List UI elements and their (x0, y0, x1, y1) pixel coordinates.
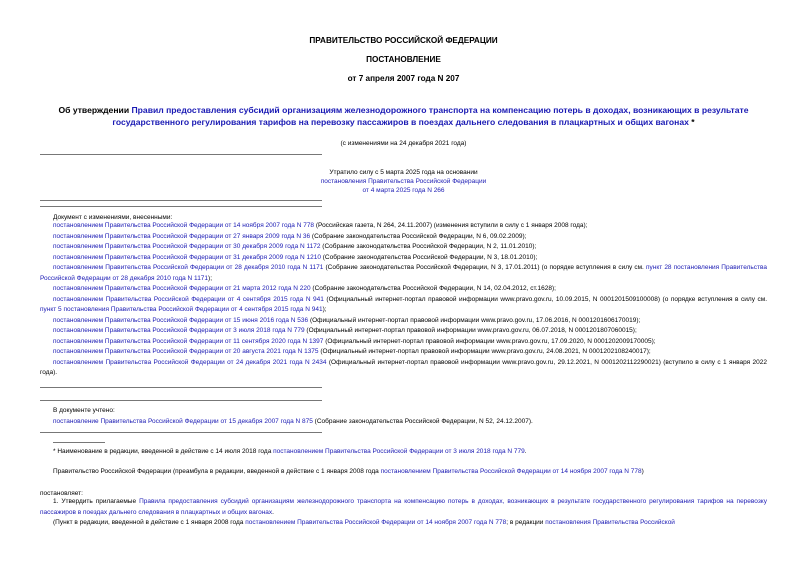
title-suffix: * (688, 117, 695, 127)
amendment-link[interactable]: постановлением Правительства Российской Федерации от 27 января 2009 года N 36 (53, 232, 311, 240)
separator (40, 154, 322, 155)
footnote (53, 447, 527, 456)
amendment-source: (Официальный интернет-портал правовой информации www.pravo.gov.ru, 10.09.2015, N 0001201509100008) (о порядке вступления в силу см. (323, 295, 768, 303)
considered-heading: В документе учтено: (53, 407, 115, 414)
title-prefix: Об утверждении (58, 105, 132, 115)
amendment-link[interactable]: постановлением Правительства Российской Федерации от 11 сентября 2020 года N 1397 (53, 337, 324, 345)
amendment-source: (Собрание законодательства Российской Федерации, N 6, 09.02.2009); (310, 232, 527, 240)
changes-note: (с изменениями на 24 декабря 2021 года) (340, 140, 467, 147)
amendment-item (40, 295, 767, 316)
amendment-end: ); (208, 274, 213, 282)
item-1-note-text: (Пункт в редакции, введенной в действие с 1 января 2008 года (53, 519, 246, 526)
amendment-link[interactable]: постановлением Правительства Российской Федерации от 31 декабря 2009 года N 1210 (53, 253, 321, 261)
amendment-item (40, 253, 767, 264)
amendment-source: (Собрание законодательства Российской Федерации, N 2, 11.01.2010); (320, 243, 537, 250)
separator (40, 400, 322, 401)
amendment-entry-link[interactable]: пункт 5 постановления Правительства Российской Федерации от 4 сентября 2015 года N 941 (40, 306, 323, 313)
amendment-item (40, 242, 767, 253)
amendment-item (40, 263, 767, 284)
amendment-source: (Официальный интернет-портал правовой информации www.pravo.gov.ru, 06.07.2018, N 0001201807060015); (304, 327, 637, 334)
expired-text: Утратило силу с 5 марта 2025 года на основании (329, 169, 478, 176)
amendment-source: (Собрание законодательства Российской Федерации, N 3, 18.01.2010); (320, 253, 538, 261)
item-1-note-link[interactable]: постановлением Правительства Российской Федерации от 14 ноября 2007 года N 778 (245, 519, 507, 526)
amendment-end: ); (322, 306, 327, 313)
date-number-heading: от 7 апреля 2007 года N 207 (347, 74, 460, 83)
amendment-link[interactable]: постановлением Правительства Российской Федерации от 24 декабря 2021 года N 2434 (53, 358, 327, 366)
document-type-heading: ПОСТАНОВЛЕНИЕ (366, 55, 441, 64)
amendment-link[interactable]: постановлением Правительства Российской Федерации от 3 июля 2018 года N 779 (53, 327, 305, 334)
footnote-link[interactable]: постановлением Правительства Российской Федерации от 3 июля 2018 года N 779 (273, 448, 525, 455)
document-title (30, 104, 777, 128)
footnote-end: . (524, 448, 527, 455)
considered-link[interactable]: постановление Правительства Российской Федерации от 15 декабря 2007 года N 875 (53, 418, 313, 425)
amendments-heading: Документ с изменениями, внесенными: (53, 214, 173, 221)
footnote-separator (53, 442, 105, 443)
considered-item (53, 417, 533, 426)
separator (40, 387, 322, 388)
amendment-item (40, 326, 767, 337)
item-1-note-mid: ; в редакции (506, 519, 546, 526)
considered-source: (Собрание законодательства Российской Федерации, N 52, 24.12.2007). (312, 418, 533, 425)
preamble-end: ) (641, 468, 644, 475)
amendments-list (40, 221, 767, 379)
amendment-source: (Собрание законодательства Российской Федерации, N 14, 02.04.2012, ст.1628); (310, 285, 556, 292)
amendment-item (40, 347, 767, 358)
government-heading: ПРАВИТЕЛЬСТВО РОССИЙСКОЙ ФЕДЕРАЦИИ (309, 36, 498, 45)
item-1-note-link-2[interactable]: постановления Правительства Российской (545, 519, 675, 526)
amendment-item (40, 337, 767, 348)
amendment-item (40, 316, 767, 327)
amendment-source: (Официальный интернет-портал правовой информации www.pravo.gov.ru, 29.12.2021, N 0001202112290021) (вступило в силу с 1 января 2022 года). (40, 358, 767, 376)
item-1-end: . (272, 508, 274, 516)
amendment-entry-link[interactable]: пункт 28 постановления Правительства Российской Федерации от 28 декабря 2010 года N 1171 (40, 264, 767, 282)
preamble-text: Правительство Российской Федерации (преамбула в редакции, введенной в действие с 1 января 2008 года (53, 468, 381, 475)
amendment-link[interactable]: постановлением Правительства Российской Федерации от 20 августа 2021 года N 1375 (53, 348, 319, 355)
amendment-link[interactable]: постановлением Правительства Российской Федерации от 4 сентября 2015 года N 941 (53, 295, 324, 303)
expired-link-1[interactable]: постановления Правительства Российской Федерации (320, 178, 487, 185)
amendment-link[interactable]: постановлением Правительства Российской Федерации от 28 декабря 2010 года N 1171 (53, 264, 324, 271)
separator (40, 432, 322, 433)
item-1-rules-link[interactable]: Правила предоставления субсидий организациям железнодорожного транспорта на компенсацию потерь в доходах, возникающих в результате государственного регулирования тарифов на перевозку пассажиров в поездах дальнего следования в плацкартных и общих вагонах (40, 498, 767, 516)
amendment-link[interactable]: постановлением Правительства Российской Федерации от 15 июня 2016 года N 536 (53, 316, 309, 324)
amendment-source: (Собрание законодательства Российской Федерации, N 3, 17.01.2011) (о порядке вступления в силу см. (323, 264, 646, 271)
item-1 (40, 497, 767, 518)
preamble-link[interactable]: постановлением Правительства Российской Федерации от 14 ноября 2007 года N 778 (380, 468, 642, 475)
item-1-text: 1. Утвердить прилагаемые (53, 498, 140, 505)
amendment-item (40, 221, 767, 232)
amendment-source: (Официальный интернет-портал правовой информации www.pravo.gov.ru, 24.08.2021, N 0001202108240017); (318, 348, 651, 355)
separator (40, 206, 322, 207)
footnote-text: * Наименование в редакции, введенной в действие с 14 июля 2018 года (53, 448, 274, 455)
expired-link-2[interactable]: от 4 марта 2025 года N 266 (362, 187, 445, 194)
amendment-link[interactable]: постановлением Правительства Российской Федерации от 21 марта 2012 года N 220 (53, 285, 311, 292)
amendment-source: (Официальный интернет-портал правовой информации www.pravo.gov.ru, 17.09.2020, N 0001202009170005); (323, 337, 656, 345)
item-1-note (40, 518, 767, 528)
amendment-item (40, 358, 767, 379)
amendment-source: (Официальный интернет-портал правовой информации www.pravo.gov.ru, 17.06.2016, N 0001201606170019); (308, 316, 641, 324)
amendment-item (40, 232, 767, 243)
amendment-link[interactable]: постановлением Правительства Российской Федерации от 30 декабря 2009 года N 1172 (53, 243, 321, 250)
title-rules-link[interactable]: Правил предоставления субсидий организациям железнодорожного транспорта на компенсацию потерь в доходах, возникающих в результате государственного регулирования тарифов на перевозку пассажиров в поездах дальнего следования в плацкартных и общих вагонах (112, 105, 749, 127)
amendment-item (40, 284, 767, 295)
separator (40, 200, 322, 201)
preamble (53, 467, 644, 476)
amendment-link[interactable]: постановлением Правительства Российской Федерации от 14 ноября 2007 года N 778 (53, 222, 315, 229)
resolves-text: постановляет: (40, 490, 83, 497)
amendment-source: (Российская газета, N 264, 24.11.2007) (изменения вступили в силу с 1 января 2008 года); (314, 222, 588, 229)
